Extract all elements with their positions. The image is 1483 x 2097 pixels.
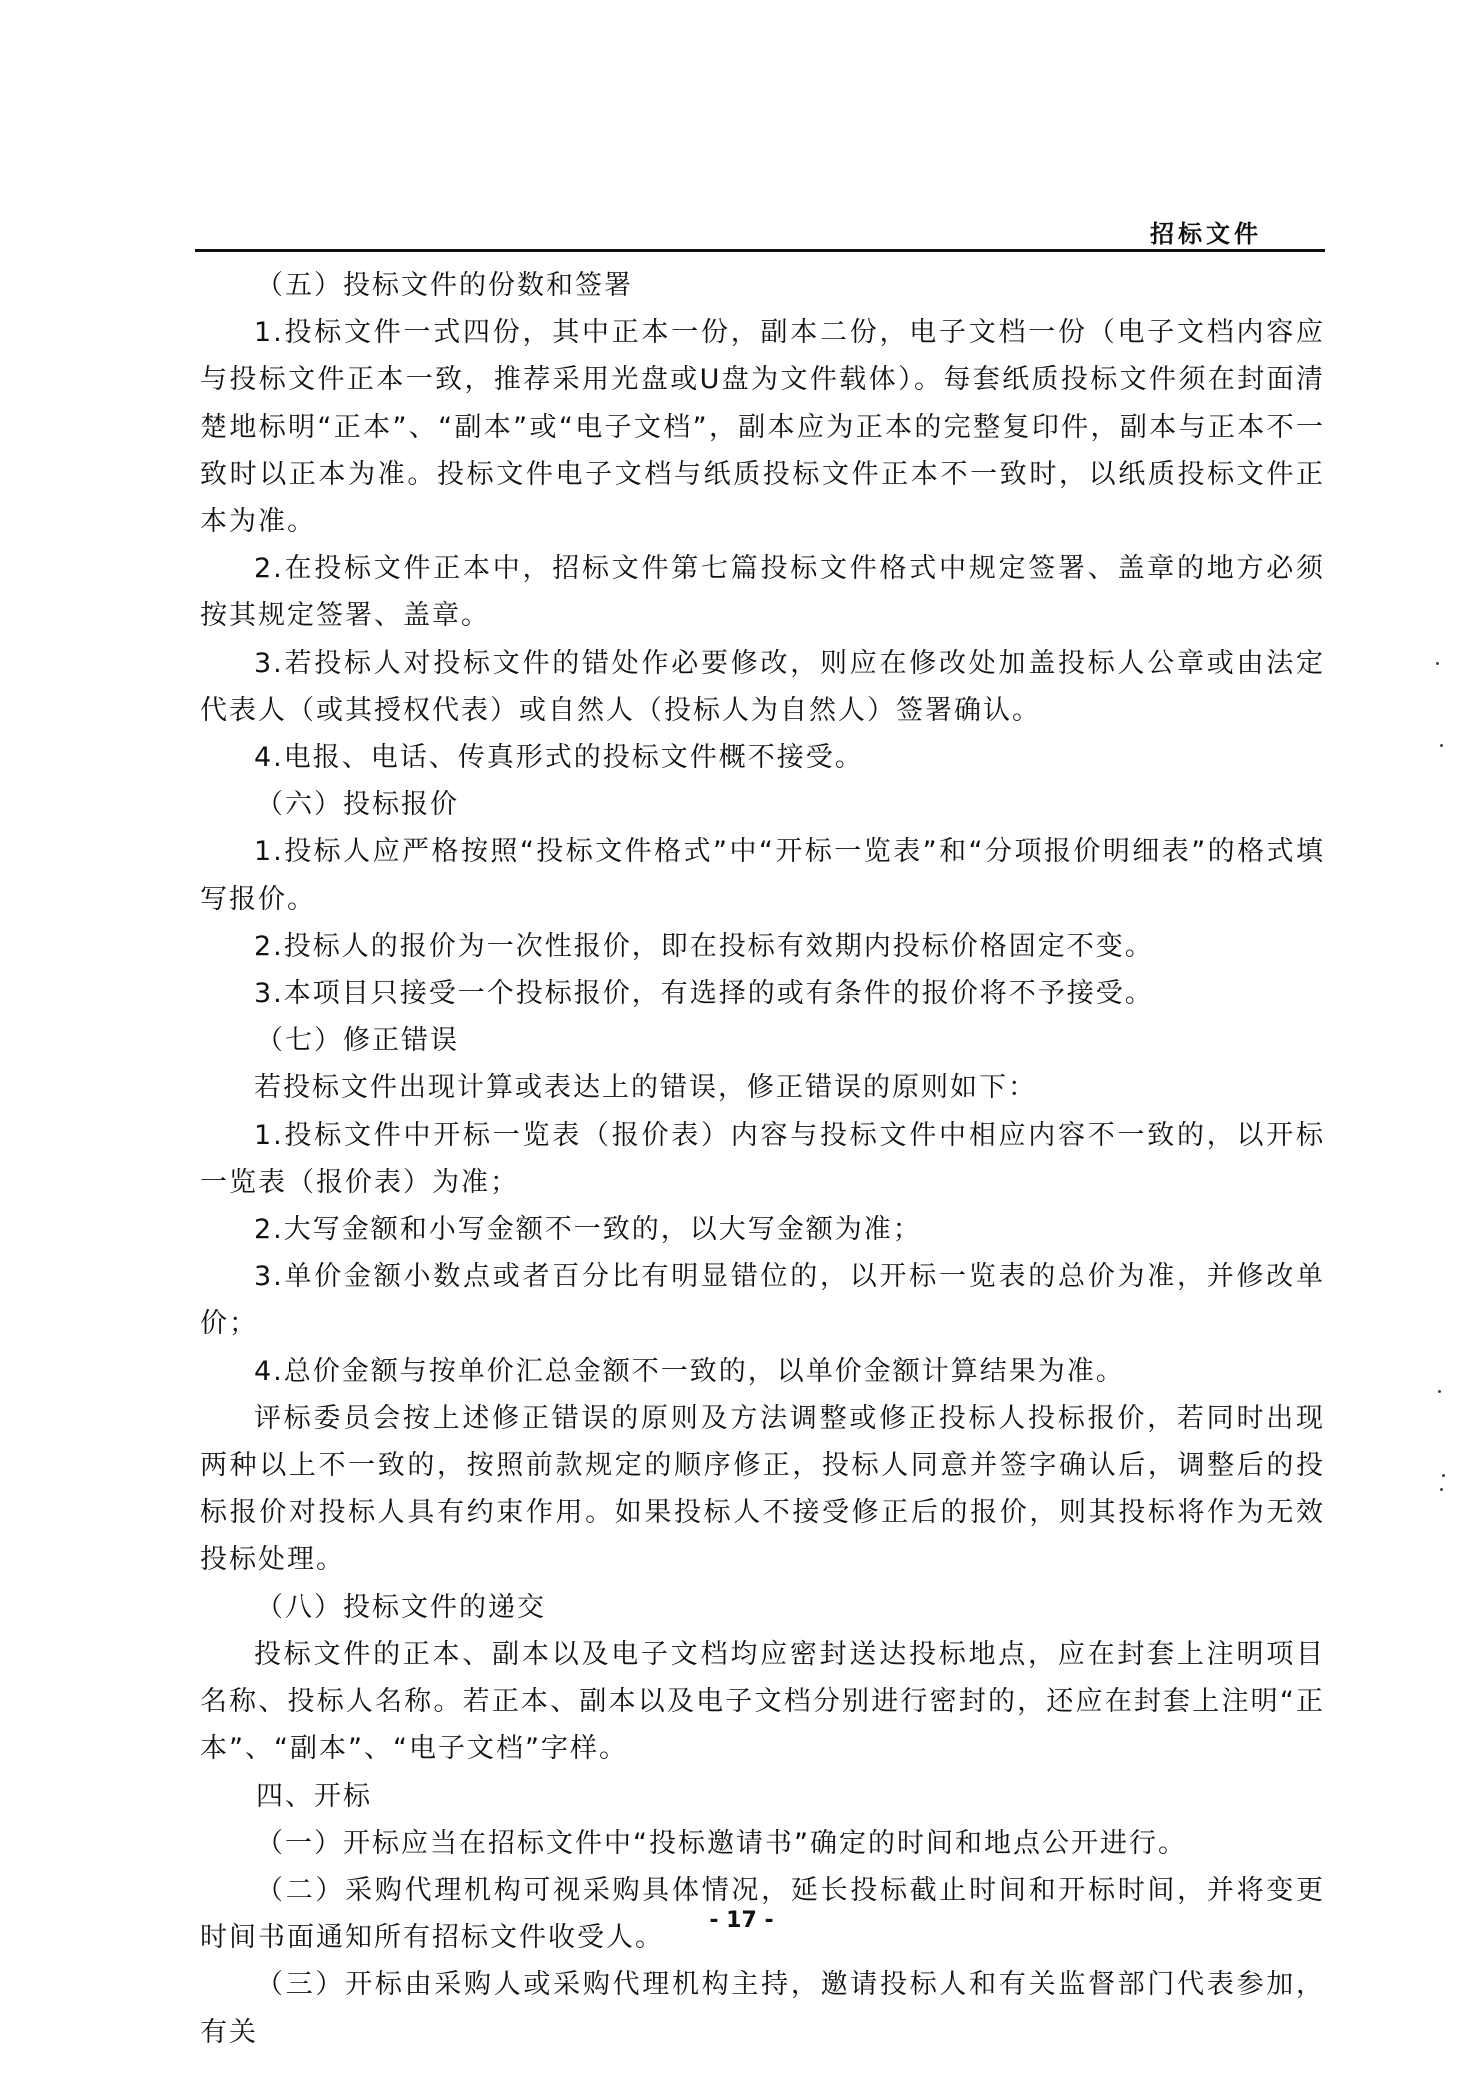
paragraph: 3.若投标人对投标文件的错处作必要修改，则应在修改处加盖投标人公章或由法定代表人（或其授权代表）或自然人（投标人为自然人）签署确认。 — [200, 647, 1325, 726]
paragraph: 4.电报、电话、传真形式的投标文件概不接受。 — [254, 742, 864, 774]
paragraph: 投标文件的正本、副本以及电子文档均应密封送达投标地点，应在封套上注明项目名称、投标人名称。若正本、副本以及电子文档分别进行密封的，还应在封套上注明“正本”、“副本”、“电子文档”字样。 — [200, 1638, 1325, 1765]
paragraph: 2.投标人的报价为一次性报价，即在投标有效期内投标价格固定不变。 — [254, 930, 1154, 962]
section-heading-8: （八）投标文件的递交 — [256, 1591, 546, 1623]
page-number: - 17 - — [709, 1908, 774, 1933]
paragraph: 若投标文件出现计算或表达上的错误，修正错误的原则如下： — [254, 1072, 1037, 1104]
paragraph: （一）开标应当在招标文件中“投标邀请书”确定的时间和地点公开进行。 — [256, 1827, 1187, 1859]
paragraph: 评标委员会按上述修正错误的原则及方法调整或修正投标人投标报价，若同时出现两种以上不一致的，按照前款规定的顺序修正，投标人同意并签字确认后，调整后的投标报价对投标人具有约束作用。如果投标人不接受修正后的报价，则其投标将作为无效投标处理。 — [200, 1402, 1325, 1576]
section-heading-6: （六）投标报价 — [256, 789, 459, 821]
header-title: 招标文件 — [1150, 220, 1262, 248]
header-rule — [195, 249, 1325, 252]
paragraph: 3.单价金额小数点或者百分比有明显错位的，以开标一览表的总价为准，并修改单价； — [200, 1261, 1325, 1340]
paragraph: 2.在投标文件正本中，招标文件第七篇投标文件格式中规定签署、盖章的地方必须按其规定签署、盖章。 — [200, 553, 1325, 632]
scan-speck — [1440, 744, 1443, 747]
scan-speck — [1438, 1390, 1441, 1393]
paragraph: （三）开标由采购人或采购代理机构主持，邀请投标人和有关监督部门代表参加，有关 — [200, 1969, 1325, 2048]
paragraph: （二）采购代理机构可视采购具体情况，延长投标截止时间和开标时间，并将变更时间书面通知所有招标文件收受人。 — [200, 1874, 1325, 1954]
paragraph: 4.总价金额与按单价汇总金额不一致的，以单价金额计算结果为准。 — [254, 1355, 1125, 1387]
paragraph: 1.投标文件一式四份，其中正本一份，副本二份，电子文档一份（电子文档内容应与投标文件正本一致，推荐采用光盘或U盘为文件载体）。每套纸质投标文件须在封面清楚地标明“正本”、“副本”或“电子文档”，副本应为正本的完整复印件，副本与正本不一致时以正本为准。投标文件电子文档与纸质投标文件正本不一致时，以纸质投标文件正本为准。 — [200, 317, 1325, 538]
body-text — [200, 262, 1325, 2056]
section-heading-5: （五）投标文件的份数和签署 — [256, 270, 633, 301]
paragraph: 1.投标文件中开标一览表（报价表）内容与投标文件中相应内容不一致的，以开标一览表（报价表）为准； — [200, 1119, 1325, 1198]
paragraph: 2.大写金额和小写金额不一致的，以大写金额为准； — [254, 1214, 922, 1246]
section-heading-4: 四、开标 — [256, 1780, 372, 1812]
scan-speck — [1440, 1488, 1443, 1491]
scan-speck — [1436, 662, 1439, 665]
section-heading-7: （七）修正错误 — [256, 1025, 459, 1057]
paragraph: 3.本项目只接受一个投标报价，有选择的或有条件的报价将不予接受。 — [254, 978, 1154, 1010]
scan-speck — [1442, 1474, 1445, 1477]
paragraph: 1.投标人应严格按照“投标文件格式”中“开标一览表”和“分项报价明细表”的格式填写报价。 — [200, 836, 1325, 915]
